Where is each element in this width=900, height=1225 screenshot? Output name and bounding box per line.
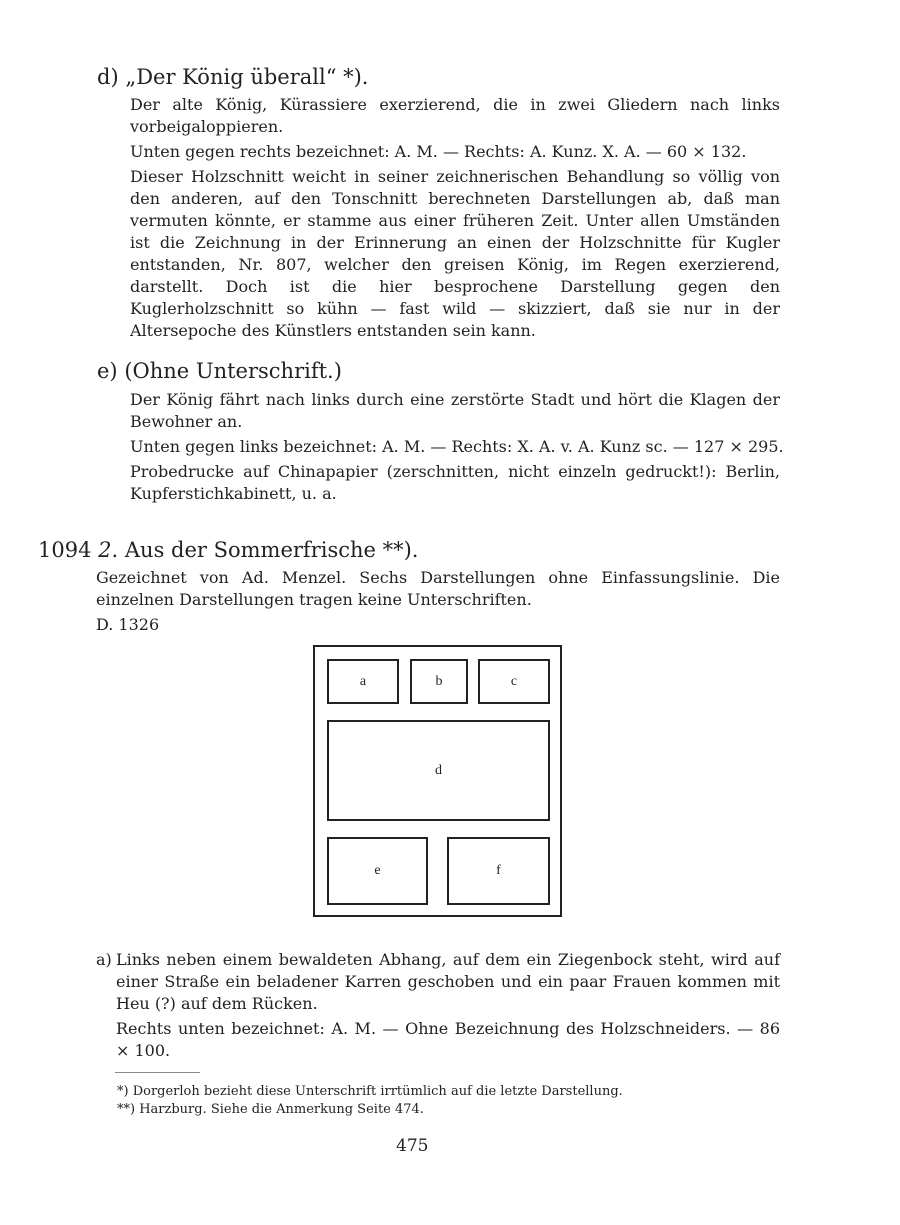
entry-1094-number: 1094 xyxy=(38,538,92,562)
footnote-1: *) Dorgerloh bezieht diese Unterschrift irrtümlich auf die letzte Darstellung. xyxy=(117,1084,623,1099)
layout-diagram xyxy=(313,645,562,917)
entry-a-description: Links neben einem bewaldeten Abhang, auf dem ein Ziegenbock steht, wird auf einer Straße ein beladener Karren geschoben und ein paar Frauen kommen mit Heu (?) auf dem Rücken. xyxy=(116,950,780,1013)
layout-cell-f: f xyxy=(447,837,550,905)
footnote-divider xyxy=(115,1072,200,1073)
entry-a-signature: Rechts unten bezeichnet: A. M. — Ohne Bezeichnung des Holzschneiders. — 86 × 100. xyxy=(116,1019,780,1060)
entry-d-label: d) xyxy=(97,65,119,89)
entry-d-title: „Der König überall“ *). xyxy=(125,65,369,89)
entry-e-description: Der König fährt nach links durch eine zerstörte Stadt und hört die Klagen der Bewohner an. xyxy=(130,390,780,431)
entry-e-heading xyxy=(97,358,342,384)
layout-cell-b: b xyxy=(410,659,468,704)
layout-cell-c: c xyxy=(478,659,550,704)
entry-e-signature: Unten gegen links bezeichnet: A. M. — Rechts: X. A. v. A. Kunz sc. — 127 × 295. xyxy=(130,437,784,456)
entry-d-heading xyxy=(97,64,368,90)
footnote-2: **) Harzburg. Siehe die Anmerkung Seite 474. xyxy=(117,1102,424,1117)
entry-d-description: Der alte König, Kürassiere exerzierend, die in zwei Gliedern nach links vorbeigaloppieren. xyxy=(130,95,780,136)
entry-a-block xyxy=(96,949,780,1062)
entry-e-body xyxy=(130,389,784,508)
entry-1094-title: Aus der Sommerfrische **). xyxy=(124,538,419,562)
entry-d-signature: Unten gegen rechts bezeichnet: A. M. — Rechts: A. Kunz. X. A. — 60 × 132. xyxy=(130,142,747,161)
entry-e-label: e) xyxy=(97,359,118,383)
layout-cell-d: d xyxy=(327,720,550,821)
entry-d-body xyxy=(130,94,780,345)
entry-1094-description: Gezeichnet von Ad. Menzel. Sechs Darstellungen ohne Einfassungslinie. Die einzelnen Darstellungen tragen keine Unterschriften. xyxy=(96,568,780,609)
entry-1094-heading xyxy=(38,537,419,563)
layout-cell-e: e xyxy=(327,837,428,905)
entry-1094-sub-number: 2. xyxy=(98,538,119,562)
entry-1094-body xyxy=(96,567,780,639)
layout-cell-a: a xyxy=(327,659,399,704)
entry-e-title: (Ohne Unterschrift.) xyxy=(124,359,342,383)
entry-e-provenance: Probedrucke auf Chinapapier (zerschnitten, nicht einzeln gedruckt!): Berlin, Kupferstichkabinett, u. a. xyxy=(130,462,780,503)
entry-1094-reference: D. 1326 xyxy=(96,615,160,634)
entry-d-commentary: Dieser Holzschnitt weicht in seiner zeichnerischen Behandlung so völlig von den anderen, auf den Tonschnitt berechneten Darstellungen ab, daß man vermuten könnte, er stamme aus einer früheren Zeit. Unter allen Umständen ist die Zeichnung in der Erinnerung an einen der Holzschnitte für Kugler entstanden, Nr. 807, welcher den greisen König, im Regen exerzierend, darstellt. Doch ist die hier besprochene Darstellung gegen den Kuglerholzschnitt so kühn — fast wild — skizziert, daß sie nur in der Altersepoche des Künstlers entstanden sein kann. xyxy=(130,167,780,340)
entry-a-label: a) xyxy=(96,950,112,969)
page-number: 475 xyxy=(396,1136,429,1156)
entry-a-description-row xyxy=(96,949,780,1015)
